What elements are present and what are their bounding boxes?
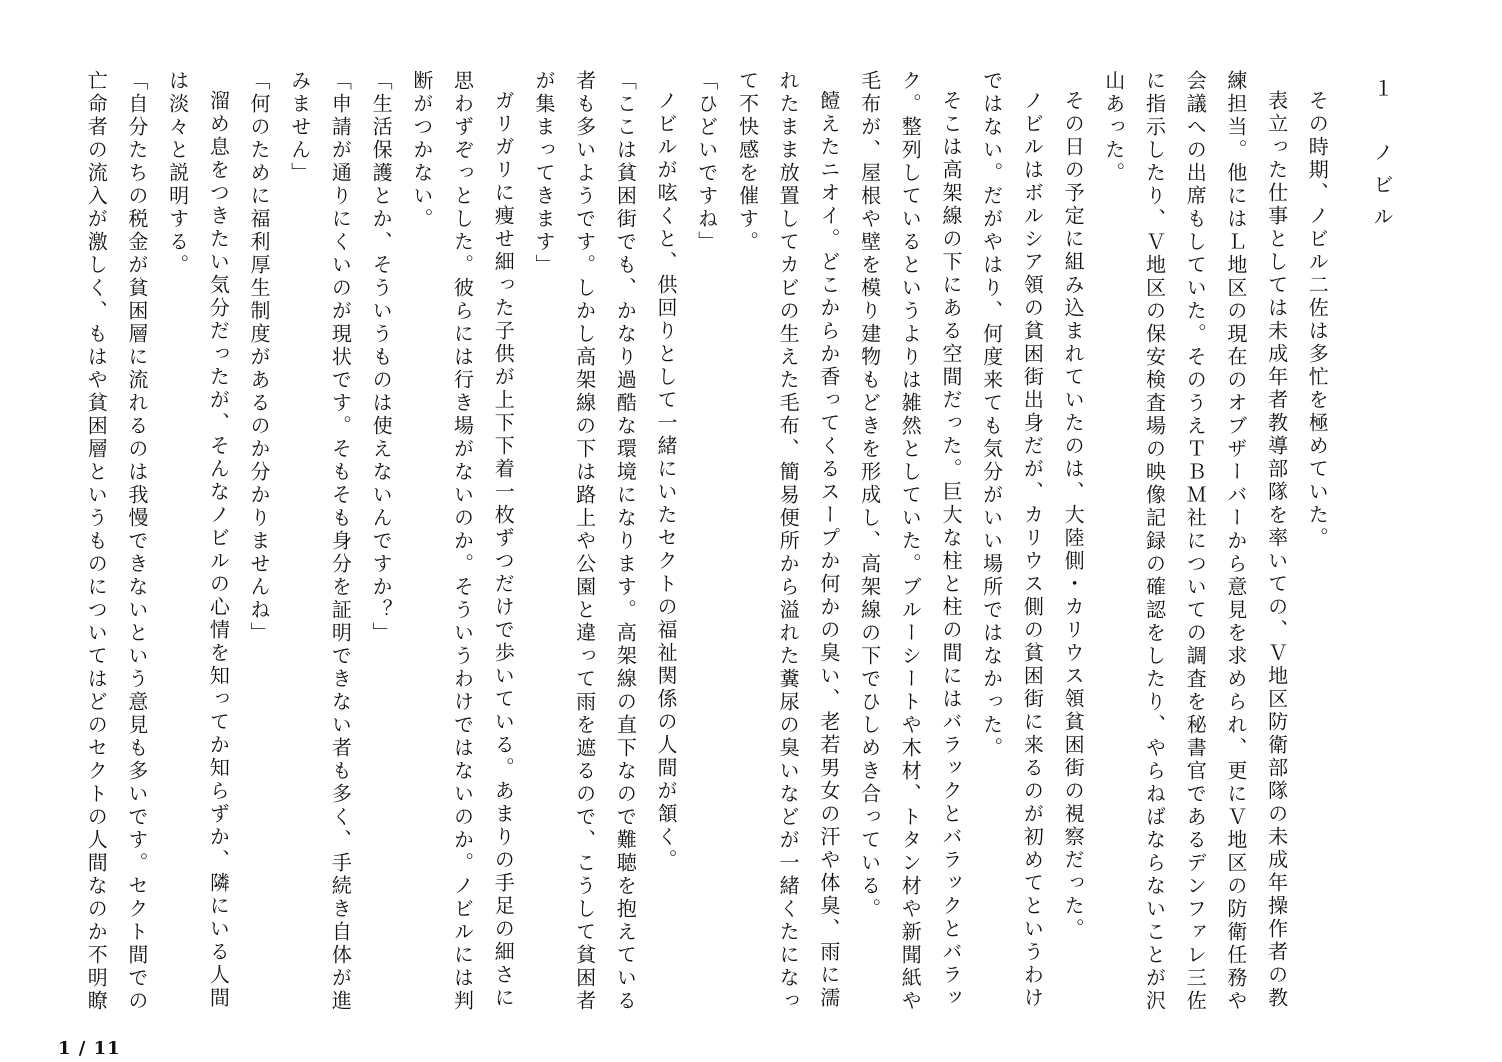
dialogue-line: 「自分たちの税金が貧困層に流れるのは我慢できないという意見も多いです。セクト間での亡命者の流入が激しく、もはや貧困層というものについてはどのセクトの人間なのか不明瞭 — [84, 70, 149, 1013]
page-number: 1 / 11 — [58, 1038, 121, 1059]
paragraph: 溜め息をつきたい気分だったが、そんなノビルの心情を知ってか知らずか、隣にいる人間は淡々と説明する。 — [165, 70, 231, 1010]
dialogue-line: 「申請が通りにくいのが現状です。そもそも身分を証明できない者も多く、手続き自体が進みません」 — [287, 70, 353, 1013]
paragraph: 表立った仕事としては未成年者教導部隊を率いての、Ｖ地区防衛部隊の未成年操作者の教練担当。他にはＬ地区の現在のオブザーバーから意見を求められ、更にＶ地区の防衛任務や会議への出席もしていた。そのうえＴＢＭ社についての調査を秘書官であるデンファレ三佐に指示したり、Ｖ地区の保安検査場の映像記録の確認をしたり、やらねばならないことが沢山あった。 — [1101, 70, 1289, 1013]
dialogue-line: 「生活保護とか、そういうものは使えないんですか？」 — [369, 70, 394, 645]
paragraph: 饐えたニオイ。どこからか香ってくるスープか何かの臭い、老若男女の汗や体臭、雨に濡れたまま放置してカビの生えた毛布、簡易便所から溢れた糞尿の臭いなどが一緒くたになって不快感を催す。 — [735, 70, 841, 1013]
dialogue-line: 「ひどいですね」 — [694, 70, 719, 254]
dialogue-line: 「ここは貧困街でも、かなり過酷な環境になります。高架線の直下なので難聴を抱えている者も多いようです。しかし高架線の下は路上や公園と違って雨を遮るので、こうして貧困者が集まってきます」 — [531, 70, 638, 1013]
paragraph: ガリガリに痩せ細った子供が上下下着一枚ずつだけで歩いている。あまりの手足の細さに思わずぞっとした。彼らには行き場がないのか。そういうわけではないのか。ノビルには判断がつかない。 — [409, 70, 516, 1013]
paragraph: ノビルが呟くと、供回りとして一緒にいたセクトの福祉関係の人間が頷く。 — [654, 90, 679, 872]
paragraph: その時期、ノビル二佐は多忙を極めていた。 — [1305, 90, 1330, 550]
paragraph: その日の予定に組み込まれていたのは、大陸側・カリウス領貧困街の視察だった。 — [1061, 90, 1086, 941]
vertical-text-body — [72, 70, 1402, 1015]
paragraph: ノビルはボルシア領の貧困街出身だが、カリウス側の貧困街に来るのが初めてというわけではない。だがやはり、何度来ても気分がいい場所ではなかった。 — [979, 70, 1045, 1010]
dialogue-line: 「何のために福利厚生制度があるのか分かりませんね」 — [247, 70, 272, 645]
chapter-title: １ ノビル — [1370, 78, 1394, 238]
paragraph: そこは高架線の下にある空間だった。巨大な柱と柱の間にはバラックとバラックとバラック。整列しているというよりは雑然としていた。ブルーシートや木材、トタン材や新聞紙や毛布が、屋根や壁を模り建物もどきを形成し、高架線の下でひしめき合っている。 — [857, 70, 963, 1013]
